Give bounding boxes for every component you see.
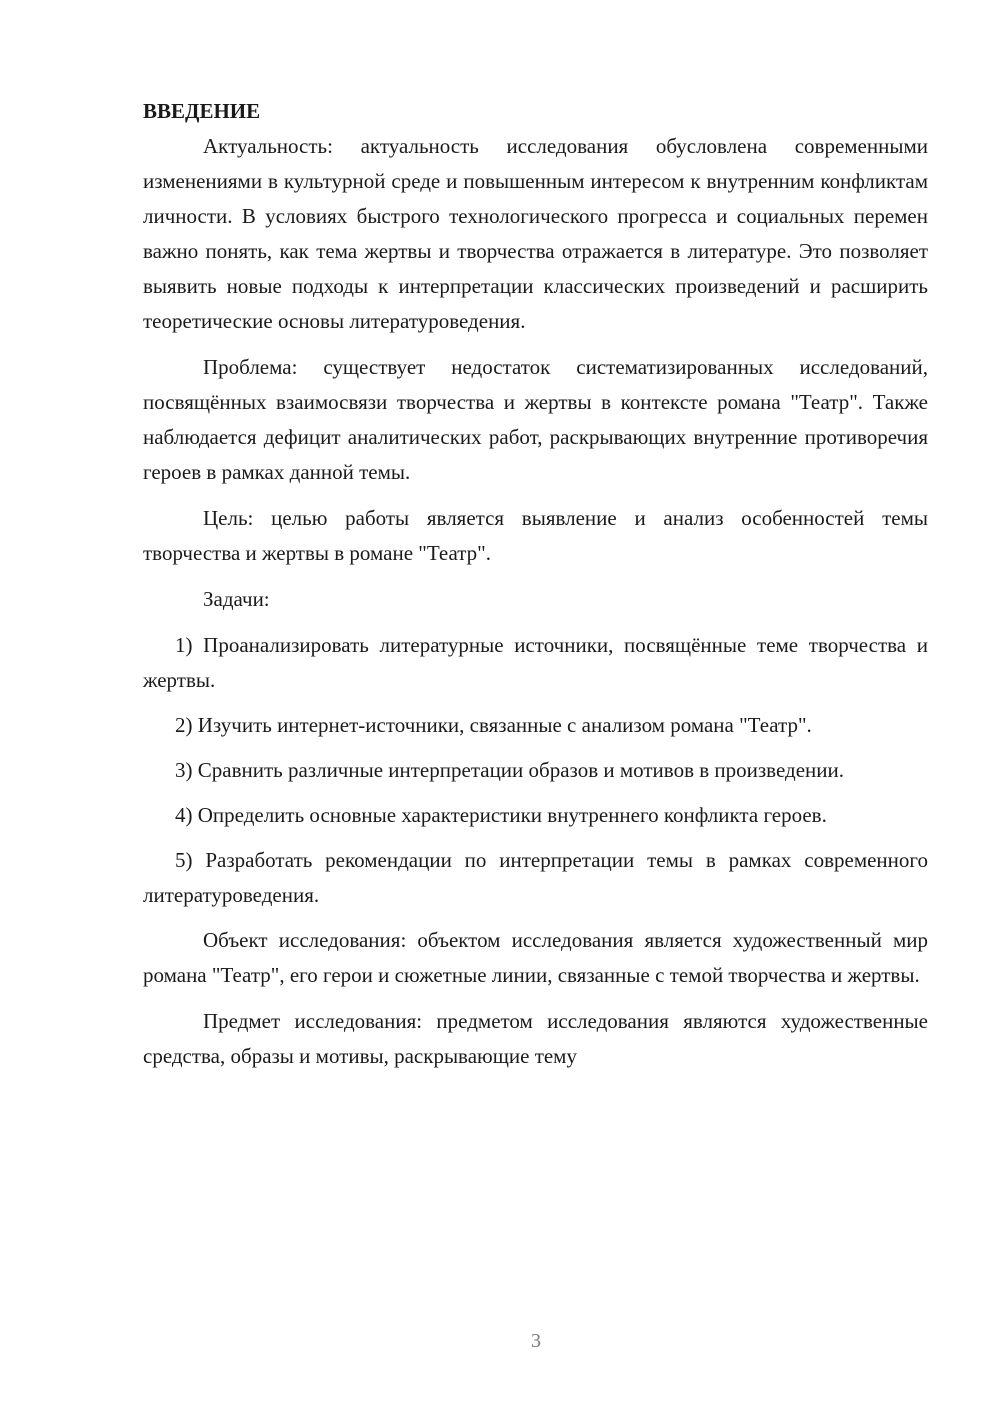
page-number: 3 (531, 1330, 541, 1352)
task-item: 4) Определить основные характеристики внутреннего конфликта героев. (175, 803, 827, 827)
task-item: 3) Сравнить различные интерпретации образов и мотивов в произведении. (175, 758, 844, 782)
paragraph-object: Объект исследования: объектом исследования является художественный мир романа "Театр", его герои и сюжетные линии, связанные с темой творчества и жертвы. (143, 928, 928, 987)
page-content (143, 94, 928, 1085)
paragraph-relevance: Актуальность: актуальность исследования обусловлена современными изменениями в культурной среде и повышенным интересом к внутренним конфликтам личности. В условиях быстрого технологического прогресса и социальных перемен важно понять, как тема жертвы и творчества отражается в литературе. Это позволяет выявить новые подходы к интерпретации классических произведений и расширить теоретические основы литературоведения. (143, 134, 928, 333)
tasks-label: Задачи: (203, 587, 270, 611)
paragraph-problem: Проблема: существует недостаток систематизированных исследований, посвящённых взаимосвязи творчества и жертвы в контексте романа "Театр". Также наблюдается дефицит аналитических работ, раскрывающих внутренние противоречия героев в рамках данной темы. (143, 355, 928, 484)
task-item: 5) Разработать рекомендации по интерпретации темы в рамках современного литературоведения. (143, 848, 928, 907)
task-item: 2) Изучить интернет-источники, связанные с анализом романа "Театр". (175, 713, 812, 737)
paragraph-subject: Предмет исследования: предметом исследования являются художественные средства, образы и мотивы, раскрывающие тему (143, 1009, 928, 1068)
task-item: 1) Проанализировать литературные источники, посвящённые теме творчества и жертвы. (143, 633, 928, 692)
paragraph-goal: Цель: целью работы является выявление и анализ особенностей темы творчества и жертвы в романе "Театр". (143, 506, 928, 565)
section-title: ВВЕДЕНИЕ (143, 99, 261, 123)
